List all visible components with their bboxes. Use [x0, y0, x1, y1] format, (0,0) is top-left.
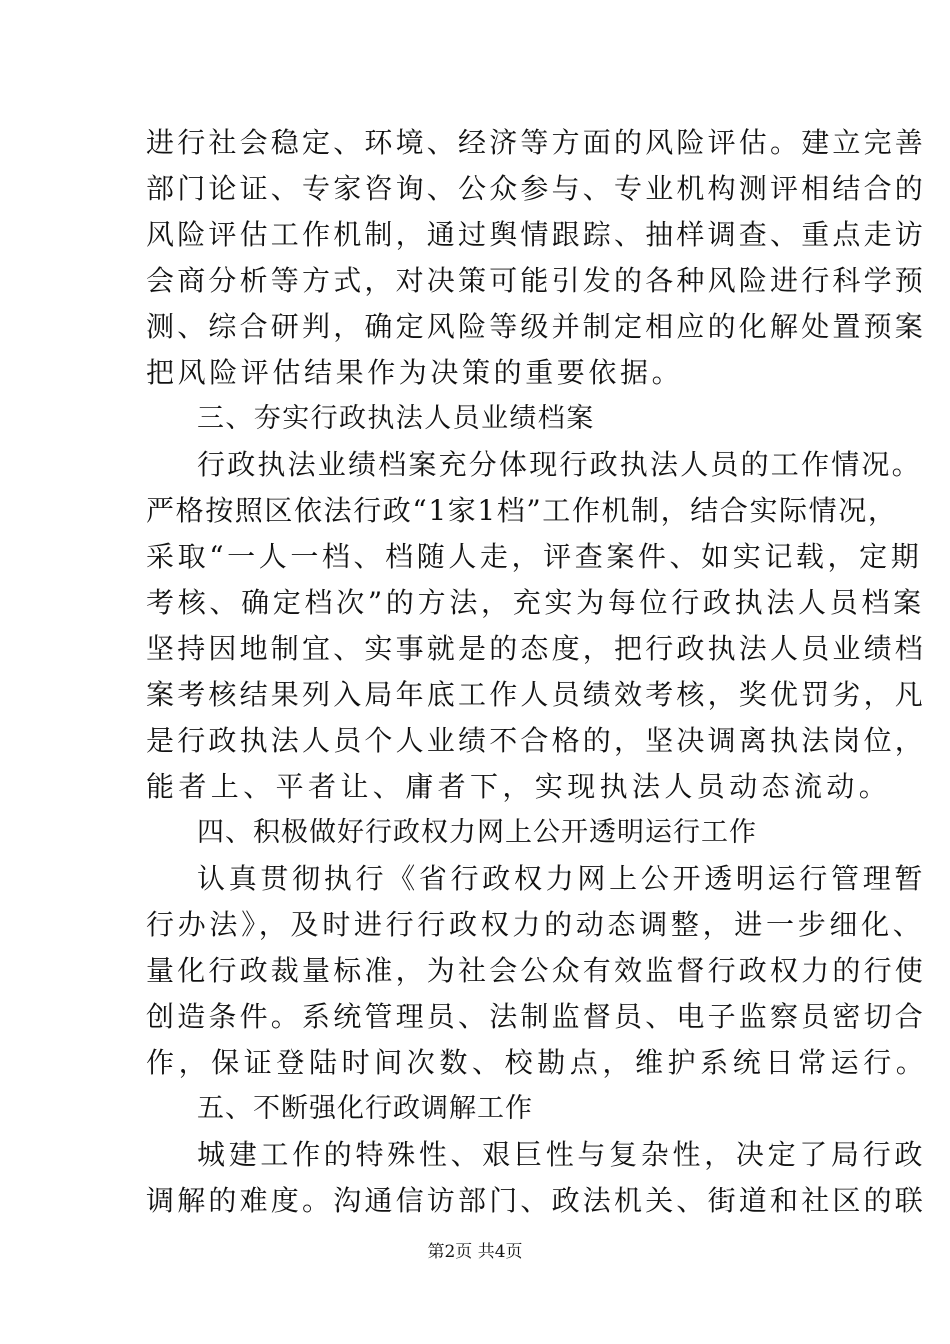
page-footer: 第2页 共4页	[427, 1242, 523, 1262]
body-line: 行办法》，及时进行行政权力的动态调整，进一步细化、	[146, 908, 925, 941]
body-line: 部门论证、专家咨询、公众参与、专业机构测评相结合的	[146, 172, 927, 205]
body-line: 是行政执法人员个人业绩不合格的，坚决调离执法岗位，	[146, 724, 927, 757]
body-line: 坚持因地制宜、实事就是的态度，把行政执法人员业绩档	[146, 632, 927, 665]
body-line: 测、综合研判，确定风险等级并制定相应的化解处置预案	[146, 310, 927, 343]
body-line: 行政执法业绩档案充分体现行政执法人员的工作情况。	[197, 448, 922, 481]
body-line: 作，保证登陆时间次数、校勘点，维护系统日常运行。	[146, 1046, 929, 1079]
body-line: 严格按照区依法行政“1家1档”工作机制，结合实际情况，	[146, 494, 898, 527]
body-line: 把风险评估结果作为决策的重要依据。	[146, 356, 684, 389]
body-line: 采取“一人一档、档随人走，评查案件、如实记载，定期	[146, 540, 923, 573]
body-line: 案考核结果列入局年底工作人员绩效考核，奖优罚劣，凡	[146, 678, 927, 711]
body-line: 调解的难度。沟通信访部门、政法机关、街道和社区的联	[146, 1184, 927, 1217]
body-line: 风险评估工作机制，通过舆情跟踪、抽样调查、重点走访	[146, 218, 927, 251]
section-heading: 三、夯实行政执法人员业绩档案	[197, 403, 595, 434]
body-line: 认真贯彻执行《省行政权力网上公开透明运行管理暂	[197, 862, 927, 895]
body-line: 创造条件。系统管理员、法制监督员、电子监察员密切合	[146, 1000, 927, 1033]
body-line: 能者上、平者让、庸者下，实现执法人员动态流动。	[146, 770, 892, 803]
section-heading: 五、不断强化行政调解工作	[197, 1093, 533, 1124]
body-line: 进行社会稳定、环境、经济等方面的风险评估。建立完善	[146, 126, 927, 159]
body-line: 考核、确定档次”的方法，充实为每位行政执法人员档案	[146, 586, 925, 619]
section-heading: 四、积极做好行政权力网上公开透明运行工作	[197, 817, 757, 848]
body-line: 量化行政裁量标准，为社会公众有效监督行政权力的行使	[146, 954, 927, 987]
body-line: 会商分析等方式，对决策可能引发的各种风险进行科学预	[146, 264, 927, 297]
body-line: 城建工作的特殊性、艰巨性与复杂性，决定了局行政	[197, 1138, 927, 1171]
